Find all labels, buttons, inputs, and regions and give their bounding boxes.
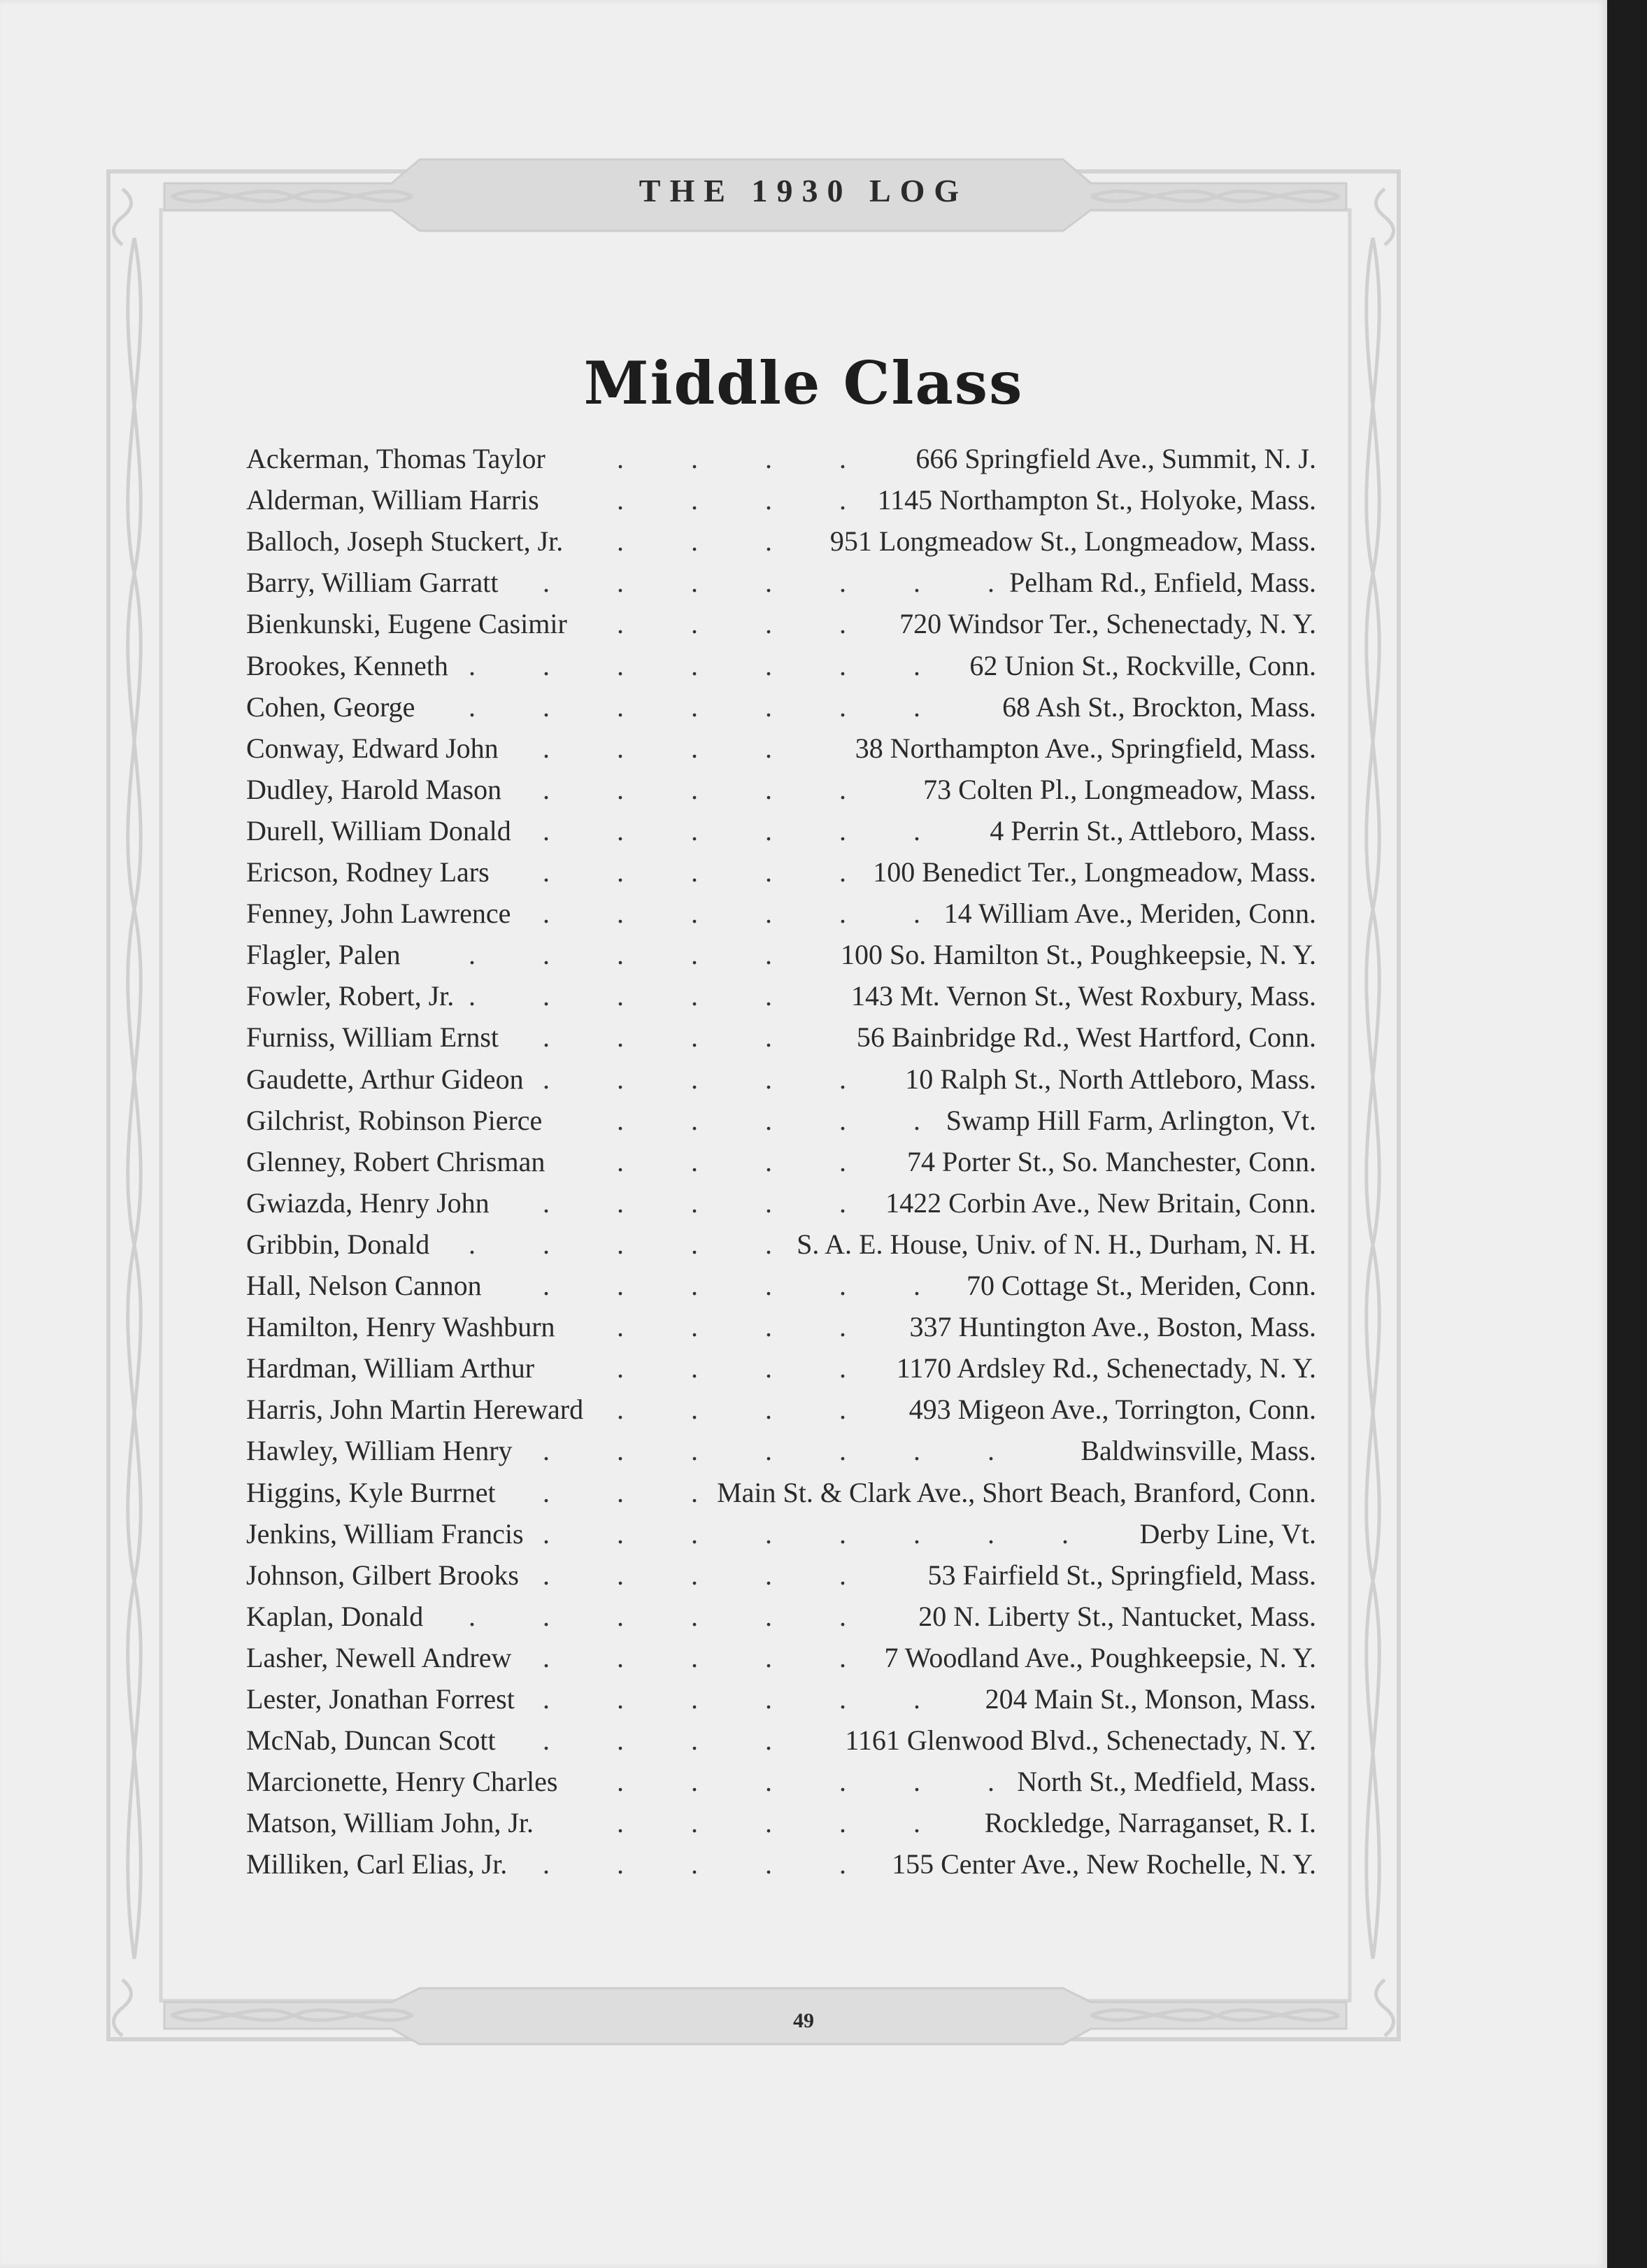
student-name: Brookes, Kenneth — [246, 650, 448, 681]
home-address: 68 Ash St., Brockton, Mass. — [1002, 691, 1316, 723]
dot-leader: ... — [617, 525, 839, 557]
student-name: Fowler, Robert, Jr. — [246, 980, 455, 1012]
student-name: Gwiazda, Henry John — [246, 1187, 490, 1219]
home-address: 493 Migeon Ave., Torrington, Conn. — [908, 1394, 1316, 1425]
page-number: 49 — [793, 2009, 814, 2032]
dot-leader: .... — [617, 1311, 913, 1342]
roster-entry — [246, 894, 1316, 933]
roster-entry — [246, 1431, 1316, 1470]
home-address: 73 Colten Pl., Longmeadow, Mass. — [923, 774, 1316, 805]
student-name: Conway, Edward John — [246, 732, 499, 764]
dot-leader: .... — [543, 1021, 839, 1053]
student-name: Ackerman, Thomas Taylor — [246, 443, 546, 474]
roster-entry — [246, 1184, 1316, 1223]
home-address: 4 Perrin St., Attleboro, Mass. — [990, 815, 1316, 846]
dot-leader: ...... — [543, 815, 988, 846]
student-name: Matson, William John, Jr. — [246, 1807, 534, 1838]
dot-leader: ..... — [469, 1228, 839, 1260]
student-name: Furniss, William Ernst — [246, 1021, 499, 1053]
home-address: 62 Union St., Rockville, Conn. — [969, 650, 1316, 681]
student-name: Kaplan, Donald — [246, 1601, 424, 1632]
dot-leader: ...... — [617, 1766, 1062, 1797]
student-name: Higgins, Kyle Burrnet — [246, 1477, 496, 1508]
student-name: Hawley, William Henry — [246, 1435, 513, 1466]
dot-leader: ..... — [543, 1187, 913, 1219]
home-address: Pelham Rd., Enfield, Mass. — [1009, 567, 1316, 598]
home-address: S. A. E. House, Univ. of N. H., Durham, N. H. — [797, 1228, 1316, 1260]
roster-entry — [246, 563, 1316, 602]
home-address: 1170 Ardsley Rd., Schenectady, N. Y. — [896, 1352, 1316, 1384]
home-address: 720 Windsor Ter., Schenectady, N. Y. — [899, 608, 1316, 639]
roster-entry — [246, 1101, 1316, 1140]
dot-leader: ..... — [469, 980, 839, 1012]
home-address: 337 Huntington Ave., Boston, Mass. — [909, 1311, 1316, 1342]
student-name: Gribbin, Donald — [246, 1228, 430, 1260]
roster-entry — [246, 1680, 1316, 1719]
student-name: Marcionette, Henry Charles — [246, 1766, 558, 1797]
student-name: Alderman, William Harris — [246, 484, 539, 516]
student-name: Hardman, William Arthur — [246, 1352, 535, 1384]
dot-leader: .... — [617, 1352, 913, 1384]
dot-leader: ..... — [617, 1807, 988, 1838]
dot-leader: .... — [617, 608, 913, 639]
dot-leader: ..... — [543, 1848, 913, 1880]
home-address: 100 So. Hamilton St., Poughkeepsie, N. Y. — [840, 939, 1316, 970]
student-name: Durell, William Donald — [246, 815, 511, 846]
dot-leader: ........ — [543, 1518, 1136, 1550]
dot-leader: .... — [617, 1146, 913, 1177]
home-address: 74 Porter St., So. Manchester, Conn. — [906, 1146, 1316, 1177]
roster-entry — [246, 1349, 1316, 1388]
dot-leader: ..... — [617, 1105, 988, 1136]
roster-entry — [246, 1721, 1316, 1760]
dot-leader: .... — [617, 443, 913, 474]
roster-entry — [246, 439, 1316, 479]
dot-leader: ....... — [543, 567, 1062, 598]
dot-leader: .... — [543, 732, 839, 764]
student-name: Bienkunski, Eugene Casimir — [246, 608, 567, 639]
roster-entry — [246, 811, 1316, 851]
home-address: North St., Medfield, Mass. — [1017, 1766, 1316, 1797]
roster-entry — [246, 853, 1316, 892]
student-name: Jenkins, William Francis — [246, 1518, 524, 1550]
dot-leader: .... — [617, 1394, 913, 1425]
roster-entry — [246, 1307, 1316, 1347]
roster-entry — [246, 1597, 1316, 1636]
roster-entry — [246, 1556, 1316, 1595]
dot-leader: ...... — [543, 1683, 988, 1715]
student-name: Gaudette, Arthur Gideon — [246, 1063, 524, 1095]
home-address: 56 Bainbridge Rd., West Hartford, Conn. — [856, 1021, 1316, 1053]
student-name: Barry, William Garratt — [246, 567, 499, 598]
roster-entry — [246, 977, 1316, 1016]
student-name: Hamilton, Henry Washburn — [246, 1311, 555, 1342]
home-address: 100 Benedict Ter., Longmeadow, Mass. — [873, 856, 1316, 888]
running-header: THE 1930 LOG — [639, 173, 969, 208]
dot-leader: ..... — [543, 774, 913, 805]
student-name: Balloch, Joseph Stuckert, Jr. — [246, 525, 564, 557]
home-address: 1422 Corbin Ave., New Britain, Conn. — [885, 1187, 1316, 1219]
roster-entry — [246, 1225, 1316, 1264]
home-address: Baldwinsville, Mass. — [1081, 1435, 1316, 1466]
student-name: Milliken, Carl Elias, Jr. — [246, 1848, 508, 1880]
roster-entry — [246, 1638, 1316, 1678]
student-name: Ericson, Rodney Lars — [246, 856, 490, 888]
dot-leader: ... — [543, 1477, 765, 1508]
dot-leader: ..... — [543, 856, 913, 888]
dot-leader: ....... — [469, 691, 988, 723]
dot-leader: ...... — [469, 1601, 913, 1632]
roster-entry — [246, 1845, 1316, 1884]
home-address: Rockledge, Narraganset, R. I. — [984, 1807, 1316, 1838]
roster-entry — [246, 1018, 1316, 1057]
dot-leader: .... — [543, 1724, 839, 1756]
roster-entry — [246, 604, 1316, 644]
home-address: Derby Line, Vt. — [1139, 1518, 1316, 1550]
roster-entry — [246, 1803, 1316, 1843]
roster-entry — [246, 481, 1316, 520]
student-name: Flagler, Palen — [246, 939, 401, 970]
section-heading: Middle Class — [583, 348, 1024, 418]
roster-entry — [246, 1473, 1316, 1512]
student-name: Hall, Nelson Cannon — [246, 1270, 482, 1301]
dot-leader: ..... — [543, 1642, 913, 1673]
student-name: Cohen, George — [246, 691, 415, 723]
student-name: Lester, Jonathan Forrest — [246, 1683, 515, 1715]
student-name: Gilchrist, Robinson Pierce — [246, 1105, 543, 1136]
home-address: 1161 Glenwood Blvd., Schenectady, N. Y. — [845, 1724, 1316, 1756]
student-name: McNab, Duncan Scott — [246, 1724, 496, 1756]
roster-entry — [246, 770, 1316, 809]
home-address: 53 Fairfield St., Springfield, Mass. — [927, 1559, 1316, 1591]
roster-entry — [246, 935, 1316, 974]
home-address: 14 William Ave., Meriden, Conn. — [943, 898, 1316, 929]
roster-entry — [246, 522, 1316, 561]
home-address: 1145 Northampton St., Holyoke, Mass. — [877, 484, 1316, 516]
roster-entry — [246, 1762, 1316, 1801]
dot-leader: ...... — [543, 1270, 988, 1301]
home-address: 38 Northampton Ave., Springfield, Mass. — [855, 732, 1316, 764]
roster-entry — [246, 1390, 1316, 1429]
home-address: 20 N. Liberty St., Nantucket, Mass. — [918, 1601, 1316, 1632]
student-name: Lasher, Newell Andrew — [246, 1642, 512, 1673]
dot-leader: ...... — [543, 898, 988, 929]
home-address: 951 Longmeadow St., Longmeadow, Mass. — [829, 525, 1316, 557]
roster-entry — [246, 1060, 1316, 1099]
home-address: 666 Springfield Ave., Summit, N. J. — [915, 443, 1316, 474]
dot-leader: .... — [617, 484, 913, 516]
roster-entry — [246, 1515, 1316, 1554]
home-address: 7 Woodland Ave., Poughkeepsie, N. Y. — [884, 1642, 1316, 1673]
home-address: 143 Mt. Vernon St., West Roxbury, Mass. — [851, 980, 1316, 1012]
home-address: 70 Cottage St., Meriden, Conn. — [967, 1270, 1316, 1301]
student-name: Dudley, Harold Mason — [246, 774, 502, 805]
roster-entry — [246, 729, 1316, 768]
home-address: 10 Ralph St., North Attleboro, Mass. — [905, 1063, 1316, 1095]
roster-entry — [246, 1266, 1316, 1305]
dot-leader: ..... — [469, 939, 839, 970]
student-name: Harris, John Martin Hereward — [246, 1394, 584, 1425]
dot-leader: ....... — [469, 650, 988, 681]
roster-entry — [246, 1142, 1316, 1182]
student-name: Glenney, Robert Chrisman — [246, 1146, 546, 1177]
home-address: 155 Center Ave., New Rochelle, N. Y. — [892, 1848, 1316, 1880]
roster-entry — [246, 688, 1316, 727]
student-name: Fenney, John Lawrence — [246, 898, 511, 929]
dot-leader: ..... — [543, 1063, 913, 1095]
roster-entry — [246, 646, 1316, 686]
student-name: Johnson, Gilbert Brooks — [246, 1559, 519, 1591]
dot-leader: ....... — [543, 1435, 1062, 1466]
dot-leader: ..... — [543, 1559, 913, 1591]
home-address: Swamp Hill Farm, Arlington, Vt. — [946, 1105, 1316, 1136]
home-address: 204 Main St., Monson, Mass. — [985, 1683, 1316, 1715]
home-address: Main St. & Clark Ave., Short Beach, Branford, Conn. — [717, 1477, 1316, 1508]
